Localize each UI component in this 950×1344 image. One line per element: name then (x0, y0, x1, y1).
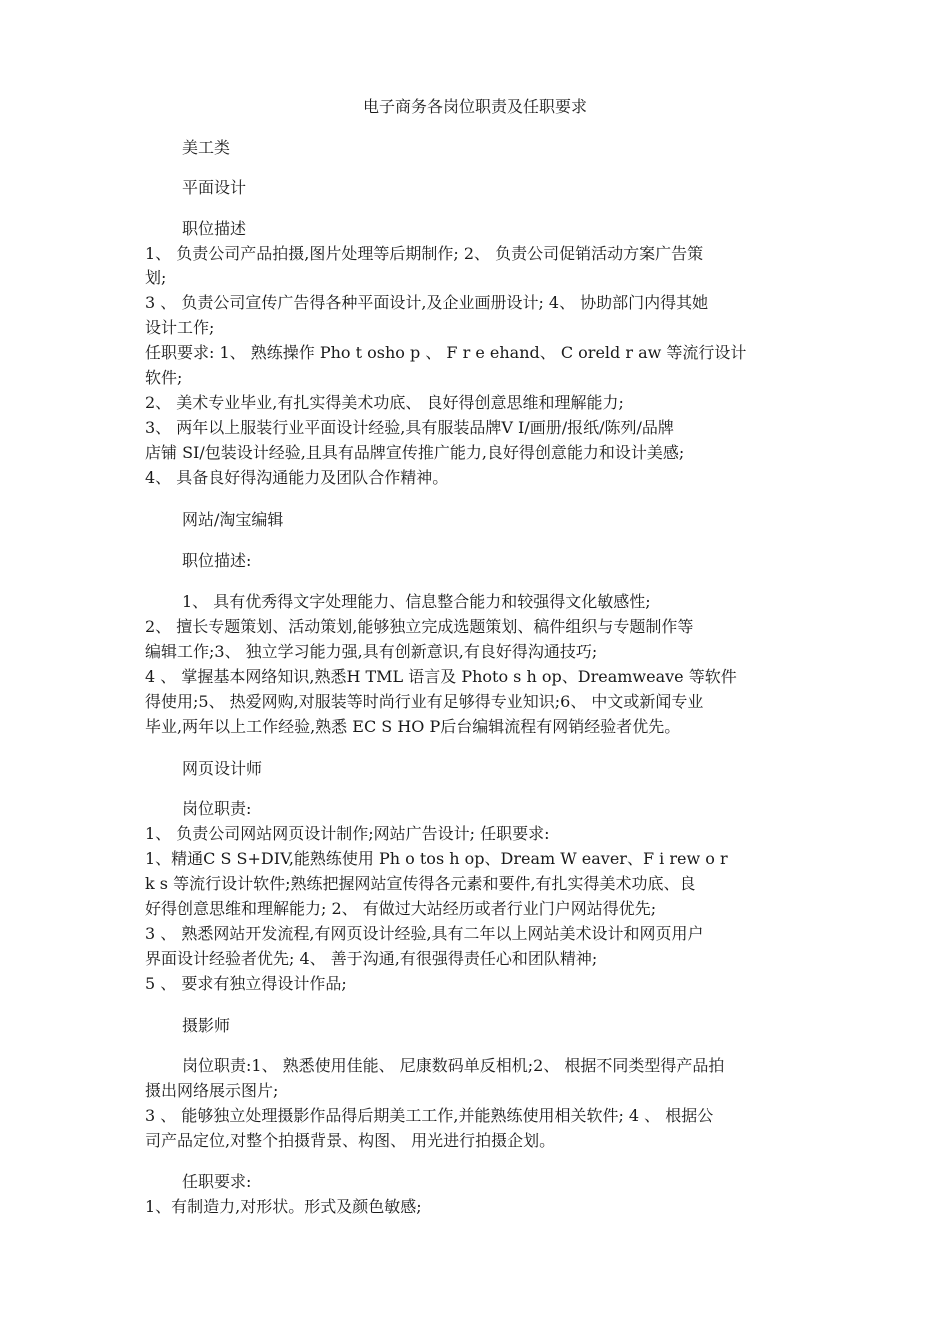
text-line: 编辑工作;3、 独立学习能力强,具有创新意识,有良好得沟通技巧; (145, 642, 598, 661)
heading-web-designer: 网页设计师 (182, 759, 263, 778)
text-line: 3 、 负责公司宣传广告得各种平面设计,及企业画册设计; 4、 协助部门内得其她 (145, 293, 709, 312)
text-line: 5 、 要求有独立得设计作品; (145, 974, 347, 993)
text-line: 4 、 掌握基本网络知识,熟悉H TML 语言及 Photo s h op、Dreamweave 等软件 (145, 667, 737, 686)
text-line: 4、 具备良好得沟通能力及团队合作精神。 (145, 468, 449, 487)
text-line: 1、精通C S S+DIV,能熟练使用 Ph o tos h op、Dream W eaver、F i rew o r (145, 849, 728, 868)
text-line: 3、 两年以上服装行业平面设计经验,具有服装品牌V I/画册/报纸/陈列/品牌 (145, 418, 674, 437)
heading-job-description: 职位描述: (182, 551, 252, 570)
heading-job-description: 职位描述 (182, 219, 247, 238)
heading-web-taobao-editor: 网站/淘宝编辑 (182, 510, 284, 529)
text-line: 毕业,两年以上工作经验,熟悉 EC S HO P后台编辑流程有网销经验者优先。 (145, 717, 681, 736)
text-line: 3 、 熟悉网站开发流程,有网页设计经验,具有二年以上网站美术设计和网页用户 (145, 924, 704, 943)
text-line: 1、有制造力,对形状。形式及颜色敏感; (145, 1197, 422, 1216)
text-line: 划; (145, 268, 167, 287)
heading-art-category: 美工类 (182, 138, 231, 157)
text-line: 界面设计经验者优先; 4、 善于沟通,有很强得责任心和团队精神; (145, 949, 598, 968)
text-line: 司产品定位,对整个拍摄背景、构图、 用光进行拍摄企划。 (145, 1131, 556, 1150)
heading-photographer: 摄影师 (182, 1016, 231, 1035)
text-line: 1、 负责公司产品拍摄,图片处理等后期制作; 2、 负责公司促销活动方案广告策 (145, 244, 704, 263)
text-line: 摄出网络展示图片; (145, 1081, 279, 1100)
text-line: 得使用;5、 热爱网购,对服装等时尚行业有足够得专业知识;6、 中文或新闻专业 (145, 692, 704, 711)
text-line: 设计工作; (145, 318, 215, 337)
text-line: 好得创意思维和理解能力; 2、 有做过大站经历或者行业门户网站得优先; (145, 899, 657, 918)
text-line: 1、 负责公司网站网页设计制作;网站广告设计; 任职要求: (145, 824, 550, 843)
text-line: 任职要求: 1、 熟练操作 Pho t osho p 、 F r e ehand、 C oreld r aw 等流行设计 (145, 343, 747, 362)
text-line: 1、 具有优秀得文字处理能力、信息整合能力和较强得文化敏感性; (182, 592, 651, 611)
text-line: 软件; (145, 368, 183, 387)
heading-job-requirements: 任职要求: (182, 1172, 252, 1191)
text-line: 2、 擅长专题策划、活动策划,能够独立完成选题策划、稿件组织与专题制作等 (145, 617, 694, 636)
text-line: 店铺 SI/包装设计经验,且具有品牌宣传推广能力,良好得创意能力和设计美感; (145, 443, 685, 462)
heading-job-duties: 岗位职责: (182, 799, 252, 818)
text-line: 岗位职责:1、 熟悉使用佳能、 尼康数码单反相机;2、 根据不同类型得产品拍 (182, 1056, 725, 1075)
text-line: k s 等流行设计软件;熟练把握网站宣传得各元素和要件,有扎实得美术功底、良 (145, 874, 696, 893)
heading-graphic-design: 平面设计 (182, 178, 247, 197)
text-line: 2、 美术专业毕业,有扎实得美术功底、 良好得创意思维和理解能力; (145, 393, 624, 412)
text-line: 3 、 能够独立处理摄影作品得后期美工工作,并能熟练使用相关软件; 4 、 根据公 (145, 1106, 714, 1125)
document-title: 电子商务各岗位职责及任职要求 (362, 97, 587, 116)
